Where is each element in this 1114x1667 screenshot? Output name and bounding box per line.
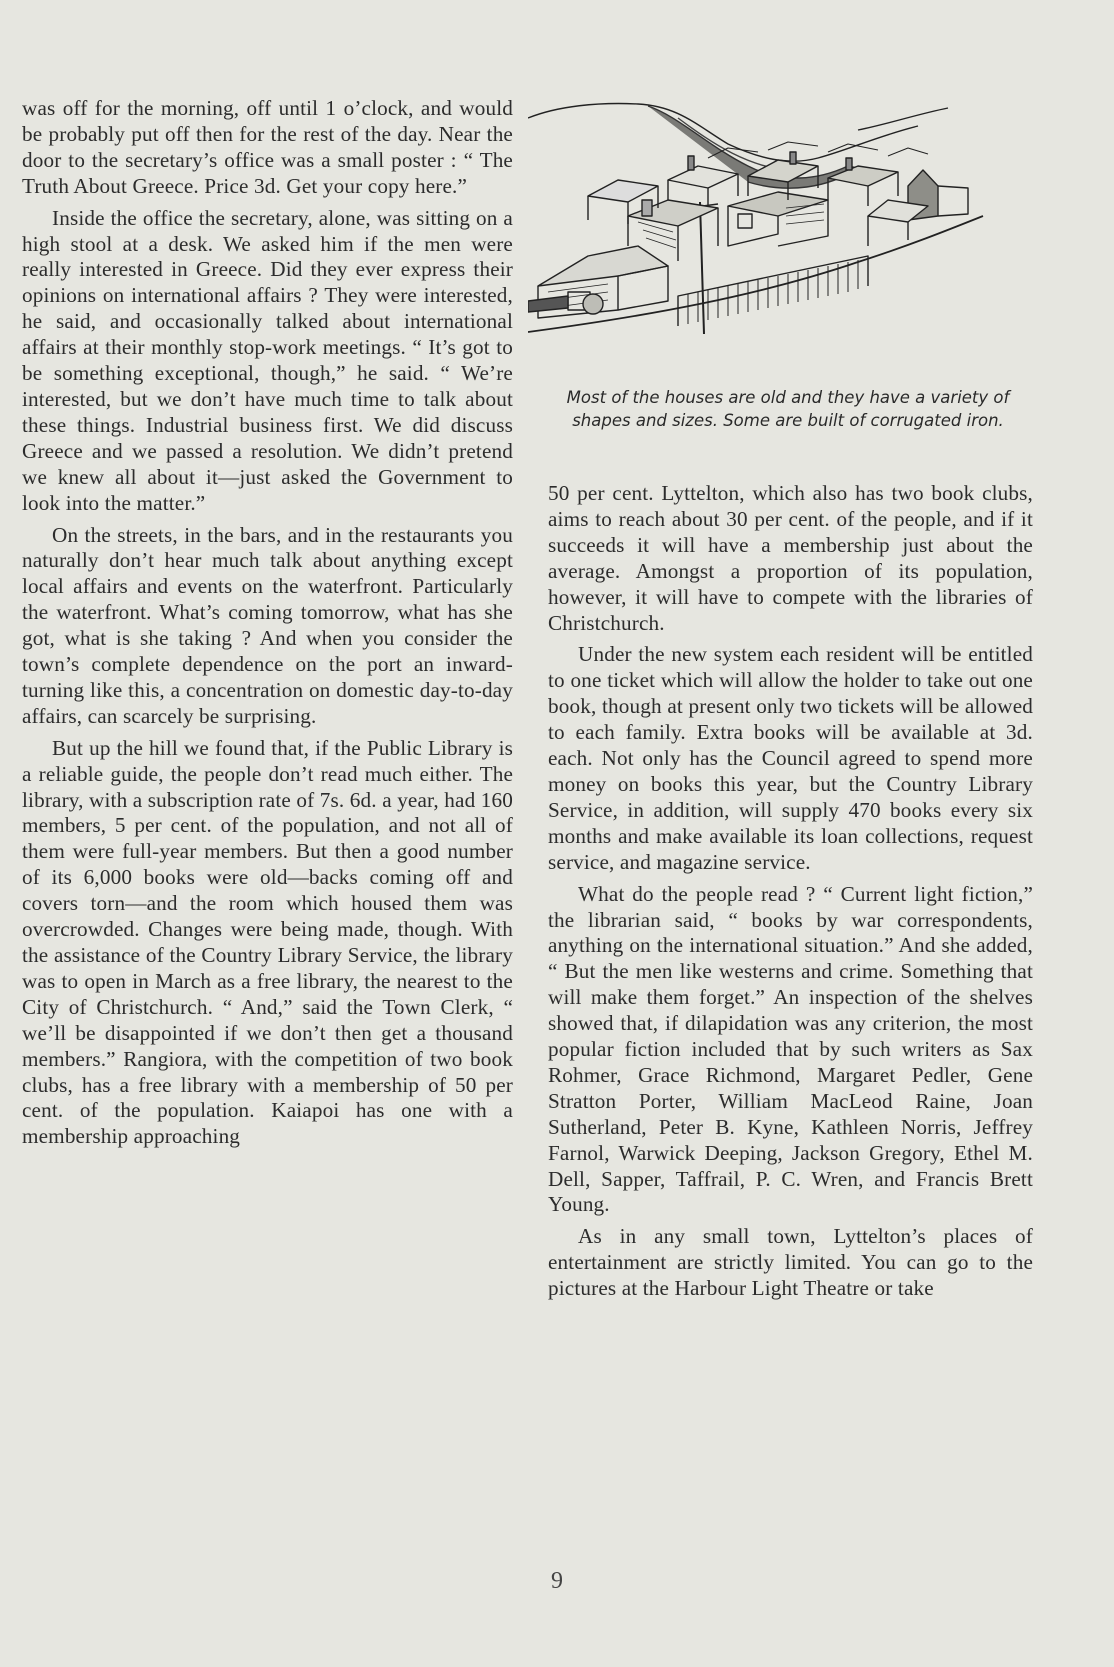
paragraph: Inside the office the secretary, alone, was sitting on a high stool at a desk. We asked him if the men were really interested in Greece. Did they ever express their opinions on international affairs ? They were interested, he said, and occasionally talked about international affairs at their monthly stop-work meetings. “ It’s got to be something exceptional, though,” he said. “ We’re interested, but we don’t have much time to talk about these things. Industrial business first. We did discuss Greece and we passed a resolution. We didn’t pretend we knew all about it—just asked the Government to look into the matter.” [22, 205, 513, 515]
left-text-column [22, 96, 513, 1156]
right-text-column [548, 481, 1033, 1308]
page-number: 9 [551, 1568, 563, 1594]
illustration-caption: Most of the houses are old and they have a variety of shapes and sizes. Some are built of corrugated iron. [566, 388, 1010, 430]
houses-illustration [528, 96, 988, 381]
paragraph: But up the hill we found that, if the Public Library is a reliable guide, the people don’t read much either. The library, with a subscription rate of 7s. 6d. a year, had 160 members, 5 per cent. of the population, and not all of them were full-year members. But then a good number of its 6,000 books were old—backs coming off and covers torn—and the room which housed them was overcrowded. Changes were being made, though. With the assistance of the Country Library Service, the library was to open in March as a free library, the nearest to the City of Christchurch. “ And,” said the Town Clerk, “ we’ll be disappointed if we don’t then get a thousand members.” Rangiora, with the competition of two book clubs, has a free library with a membership of 50 per cent. of the population. Kaiapoi has one with a membership approaching [22, 735, 514, 1149]
paragraph: On the streets, in the bars, and in the restaurants you naturally don’t hear much talk about anything except local affairs and events on the waterfront. Particularly the waterfront. What’s coming tomorrow, what has she got, what is she taking ? And when you consider the town’s complete dependence on the port an inward-turning like this, a concentration on domestic day-to-day affairs, can scarcely be surprising. [22, 522, 513, 728]
paragraph: As in any small town, Lyttelton’s places of entertainment are strictly limited. You can go to the pictures at the Harbour Light Theatre or take [548, 1224, 1033, 1301]
paragraph: Under the new system each resident will be entitled to one ticket which will allow the holder to take out one book, though at present only two tickets will be allowed to each family. Extra books will be available at 3d. each. Not only has the Council agreed to spend more money on books this year, but the Country Library Service, in addition, will supply 470 books every six months and make available its loan collections, request service, and magazine service. [548, 642, 1033, 874]
paragraph: 50 per cent. Lyttelton, which also has two book clubs, aims to reach about 30 per cent. of the people, and if it succeeds it will have a membership just about the average. Amongst a proportion of its population, however, it will have to compete with the libraries of Christchurch. [548, 481, 1033, 635]
paragraph: was off for the morning, off until 1 o’clock, and would be probably put off then for the rest of the day. Near the door to the secretary’s office was a small poster : “ The Truth About Greece. Price 3d. Get your copy here.” [22, 96, 513, 198]
paragraph: What do the people read ? “ Current light fiction,” the librarian said, “ books by war correspondents, anything on the international situation.” And she added, “ But the men like westerns and crime. Something that will make them forget.” An inspection of the shelves showed that, if dilapidation was any criterion, the most popular fiction included that by such writers as Sax Rohmer, Grace Richmond, Margaret Pedler, Gene Stratton Porter, William MacLeod Raine, Joan Sutherland, Peter B. Kyne, Kathleen Norris, Jeffrey Farnol, Warwick Deeping, Jackson Gregory, Ethel M. Dell, Sapper, Taffrail, P. C. Wren, and Francis Brett Young. [548, 881, 1033, 1217]
